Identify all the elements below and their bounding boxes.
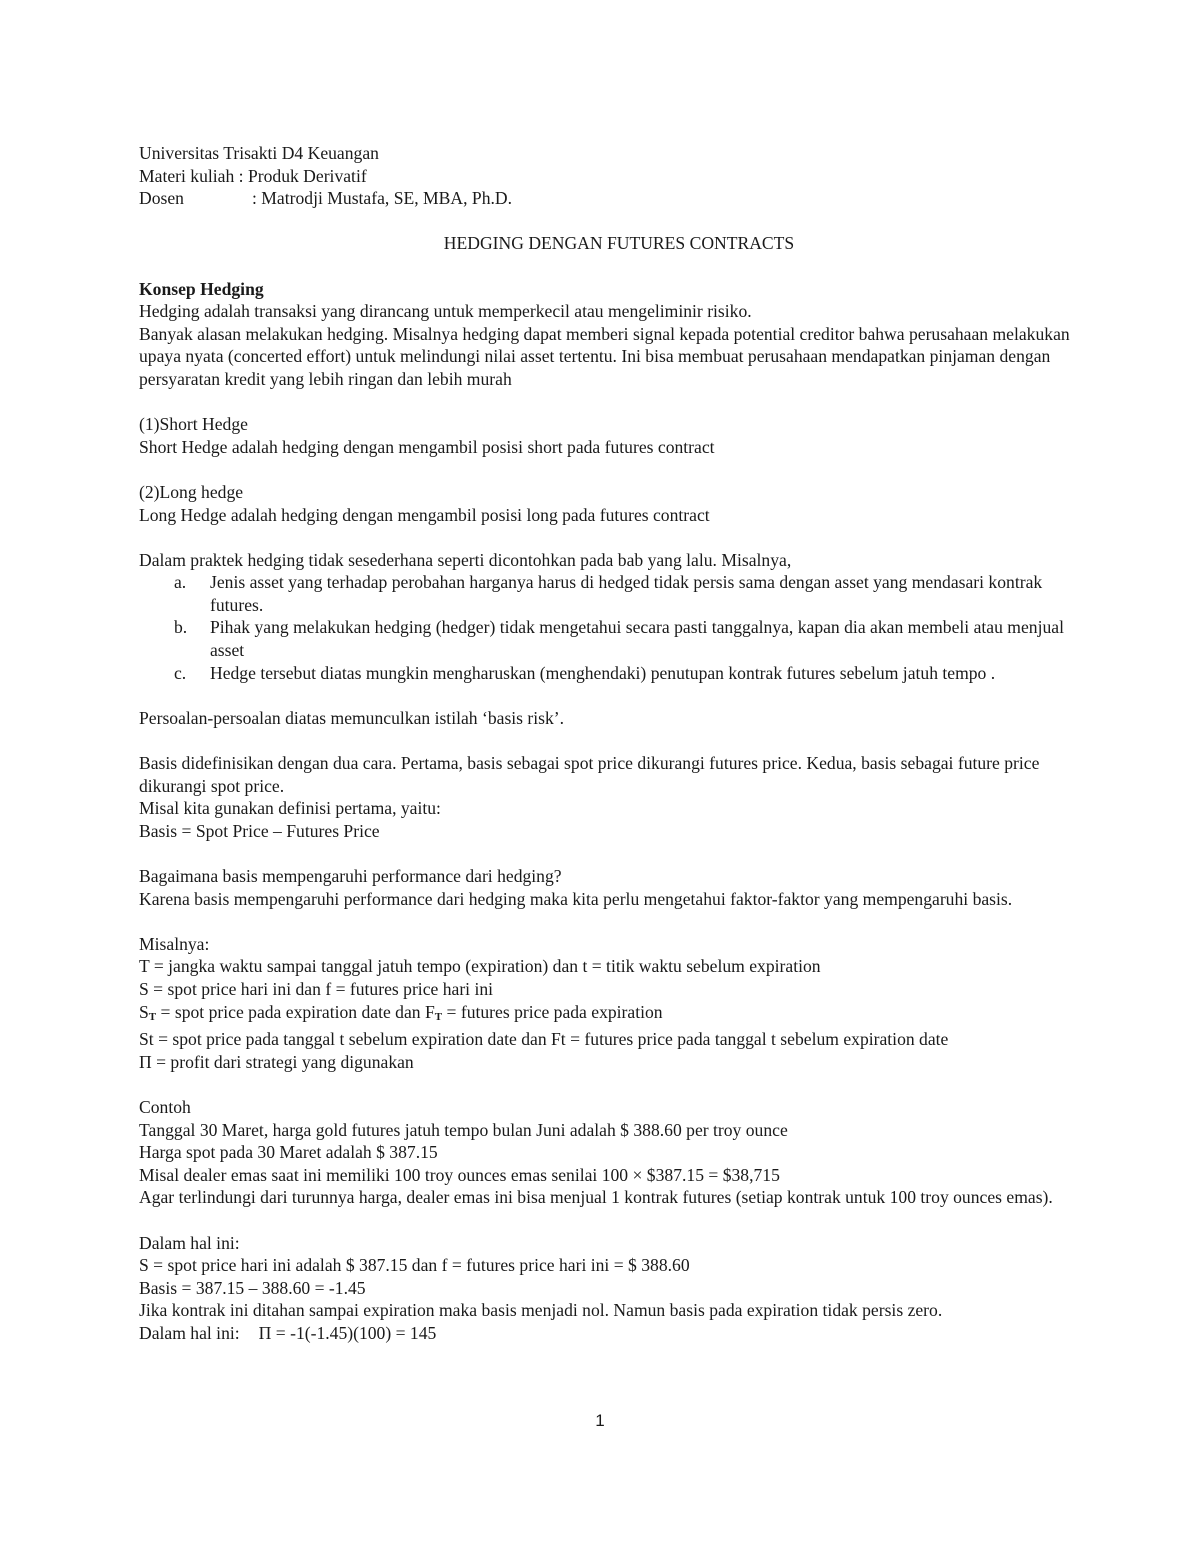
performance-question: Bagaimana basis mempengaruhi performance dari hedging?: [139, 866, 562, 886]
contoh-line: Agar terlindungi dari turunnya harga, dealer emas ini bisa menjual 1 kontrak futures (setiap kontrak untuk 100 troy ounces emas).: [139, 1187, 1053, 1208]
list-item-text: Pihak yang melakukan hedging (hedger) tidak mengetahui secara pasti tanggalnya, kapan dia akan membeli atau menjual asset: [210, 617, 1064, 661]
profit-label: Dalam hal ini:: [139, 1322, 240, 1343]
variable-definition: Π = profit dari strategi yang digunakan: [139, 1051, 414, 1072]
list-marker: b.: [174, 617, 188, 638]
contoh-line: Tanggal 30 Maret, harga gold futures jatuh tempo bulan Juni adalah $ 388.60 per troy ounce: [139, 1119, 788, 1140]
praktek-intro: Dalam praktek hedging tidak sesederhana seperti dicontohkan pada bab yang lalu. Misalnya,: [139, 549, 792, 570]
paragraph-reasons: Banyak alasan melakukan hedging. Misalnya hedging dapat memberi signal kepada potential creditor bahwa perusahaan melakukan upaya nyata (concerted effort) untuk melindungi nilai asset tertentu. Ini bisa membuat perusahaan mendapatkan pinjaman dengan persyaratan kredit yang lebih ringan dan lebih murah: [139, 323, 1070, 389]
header-lecturer: [139, 187, 1099, 210]
dalam-hal-line: S = spot price hari ini adalah $ 387.15 dan f = futures price hari ini = $ 388.60: [139, 1255, 690, 1276]
long-hedge-heading: (2)Long hedge: [139, 481, 244, 502]
subscript-t: T: [434, 1010, 443, 1023]
basis-example-intro: Misal kita gunakan definisi pertama, yaitu:: [139, 798, 441, 819]
list-item: [139, 662, 1099, 685]
variable-definition: St = spot price pada tanggal t sebelum expiration date dan Ft = futures price pada tanggal t sebelum expiration date: [139, 1029, 949, 1050]
contoh-line: Misal dealer emas saat ini memiliki 100 troy ounces emas senilai 100 × $387.15 = $38,715: [139, 1164, 780, 1185]
profit-formula: Π = -1(-1.45)(100) = 145: [258, 1322, 437, 1343]
page-number: 1: [595, 1411, 605, 1430]
subscript-t: T: [148, 1010, 157, 1023]
list-item: [139, 616, 1099, 661]
list-marker: a.: [174, 572, 187, 593]
header-course: Materi kuliah : Produk Derivatif: [139, 165, 367, 186]
basis-formula: Basis = Spot Price – Futures Price: [139, 820, 380, 841]
list-marker: c.: [174, 662, 187, 683]
variable-definition: T = jangka waktu sampai tanggal jatuh tempo (expiration) dan t = titik waktu sebelum expiration: [139, 956, 821, 977]
short-hedge-heading: (1)Short Hedge: [139, 414, 248, 435]
paragraph-definition: Hedging adalah transaksi yang dirancang untuk memperkecil atau mengeliminir risiko.: [139, 301, 752, 322]
dalam-hal-heading: Dalam hal ini:: [139, 1232, 240, 1253]
variable-definition: S = spot price hari ini dan f = futures price hari ini: [139, 978, 494, 999]
lecturer-label: Dosen: [139, 188, 184, 209]
header-university: Universitas Trisakti D4 Keuangan: [139, 143, 379, 163]
misalnya-heading: Misalnya:: [139, 933, 210, 954]
list-item-text: Hedge tersebut diatas mungkin mengharuskan (menghendaki) penutupan kontrak futures sebelum jatuh tempo .: [210, 662, 996, 683]
variable-text: = futures price pada expiration: [442, 1001, 663, 1022]
symbol-s: S: [139, 1001, 149, 1022]
list-item-text: Jenis asset yang terhadap perobahan harganya harus di hedged tidak persis sama dengan asset yang mendasari kontrak futures.: [210, 572, 1043, 615]
document-title: HEDGING DENGAN FUTURES CONTRACTS: [443, 233, 795, 254]
dalam-hal-line: Jika kontrak ini ditahan sampai expiration maka basis menjadi nol. Namun basis pada expiration tidak persis zero.: [139, 1300, 943, 1321]
dalam-hal-line: Basis = 387.15 – 388.60 = -1.45: [139, 1277, 366, 1298]
lecturer-name: : Matrodji Mustafa, SE, MBA, Ph.D.: [252, 188, 512, 209]
basis-definition: Basis didefinisikan dengan dua cara. Pertama, basis sebagai spot price dikurangi futures price. Kedua, basis sebagai future price dikurangi spot price.: [139, 753, 1040, 796]
contoh-line: Harga spot pada 30 Maret adalah $ 387.15: [139, 1142, 438, 1163]
document-body: [139, 142, 1099, 1344]
long-hedge-text: Long Hedge adalah hedging dengan mengambil posisi long pada futures contract: [139, 504, 710, 525]
variable-text: = spot price pada expiration date dan F: [156, 1001, 435, 1022]
section-heading-konsep: Konsep Hedging: [139, 278, 264, 299]
short-hedge-text: Short Hedge adalah hedging dengan mengambil posisi short pada futures contract: [139, 436, 715, 457]
profit-formula-line: [139, 1322, 1099, 1345]
performance-answer: Karena basis mempengaruhi performance dari hedging maka kita perlu mengetahui faktor-faktor yang mempengaruhi basis.: [139, 888, 1013, 909]
variable-definition: [139, 1001, 1099, 1029]
basis-risk-paragraph: Persoalan-persoalan diatas memunculkan istilah ‘basis risk’.: [139, 707, 565, 728]
list-item: [139, 571, 1099, 616]
contoh-heading: Contoh: [139, 1096, 191, 1117]
